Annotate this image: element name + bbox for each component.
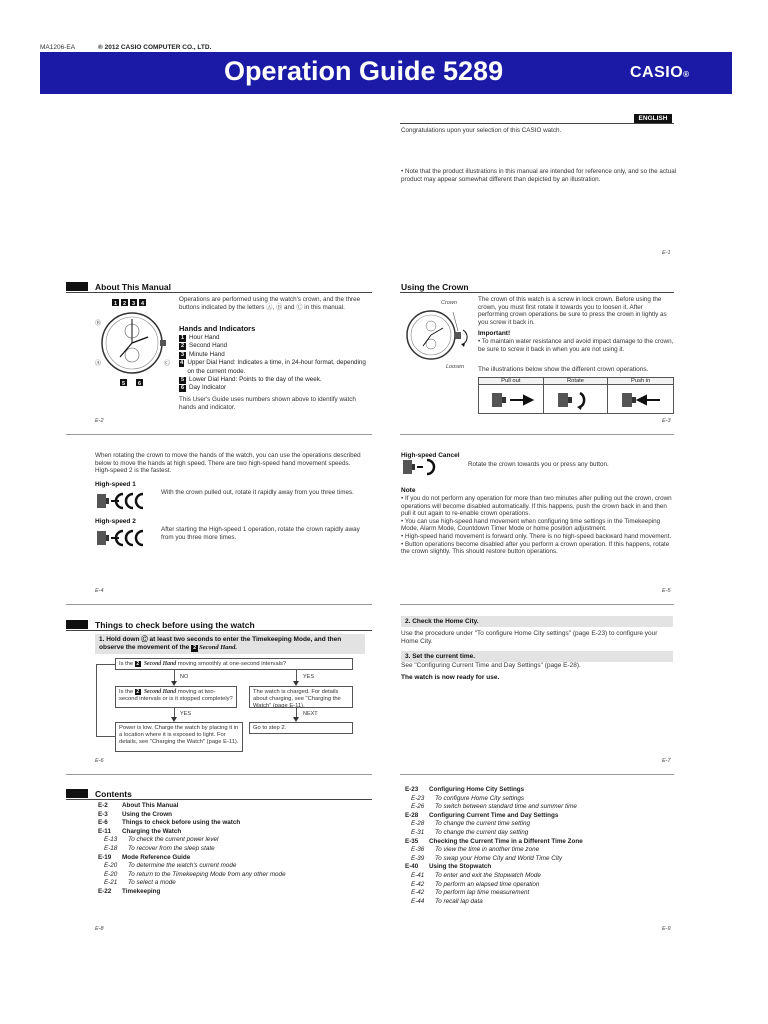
about-footer: This User's Guide uses numbers shown above to identify watch hands and indicator. <box>179 396 356 411</box>
about-title: About This Manual <box>95 282 172 292</box>
pull-out-icon <box>486 389 536 411</box>
svg-text:Ⓐ: Ⓐ <box>95 361 102 367</box>
page-number-e2: E-2 <box>95 418 104 424</box>
contents-item[interactable]: E-11 Charging the Watch <box>98 827 182 835</box>
hand-item: 2 Second Hand <box>180 342 228 350</box>
hands-list <box>179 334 369 393</box>
flow-line <box>96 664 115 665</box>
page-number-e3: E-3 <box>662 418 671 424</box>
question-box-1: Is the 2 Second Hand moving smoothly at one-second intervals? <box>115 658 353 670</box>
svg-text:6: 6 <box>138 381 142 387</box>
svg-text:4: 4 <box>141 301 145 307</box>
highspeed2-icon <box>95 527 153 549</box>
contents-item[interactable]: E-23 Configuring Home City Settings <box>405 786 525 793</box>
casio-logo: CASIO® <box>630 64 690 81</box>
crown-title: Using the Crown <box>401 282 469 292</box>
illustration-caption: The illustrations below show the different crown operations. <box>478 366 649 373</box>
things-title: Things to check before using the watch <box>95 620 255 630</box>
question-box-2: Is the 2 Second Hand moving at two-second intervals or is it stopped completely? <box>115 686 237 708</box>
page-number-e7: E-7 <box>662 758 671 764</box>
page-title: Operation Guide 5289 <box>224 56 504 86</box>
step2-text: Use the procedure under "To configure Home City settings" (page E-23) to configure your Home City. <box>401 630 658 645</box>
next-label: NEXT <box>303 711 318 717</box>
page-number-e8: E-8 <box>95 926 104 932</box>
svg-text:2: 2 <box>123 301 127 307</box>
contents-subitem[interactable]: E-36 To view the time in another time zone <box>411 846 540 854</box>
note-title: Note <box>401 487 416 494</box>
contents-subitem[interactable]: E-20 To determine the watch's current mode <box>104 862 237 870</box>
goto-box: Go to step 2. <box>249 722 353 734</box>
yes-label: YES <box>303 674 315 680</box>
manual-code: MA1206-EA <box>40 44 76 51</box>
hand-item: 5 Lower Dial Hand: Points to the day of the week. <box>180 376 322 384</box>
note-list <box>401 495 675 556</box>
contents-item[interactable]: E-28 Configuring Current Time and Day Settings <box>405 811 559 819</box>
step3-text: See "Configuring Current Time and Day Settings" (page E-28). <box>401 662 581 669</box>
contents-subitem[interactable]: E-23 To configure Home City settings <box>411 794 525 802</box>
important-title: Important! <box>478 330 511 337</box>
contents-item[interactable]: E-22 Timekeeping <box>98 887 161 895</box>
hs1-title: High-speed 1 <box>95 481 136 488</box>
crown-ops-table <box>478 377 674 414</box>
hs2-text: After starting the High-speed 1 operation, rotate the crown rapidly away from you three more times. <box>161 526 360 541</box>
hands-title: Hands and Indicators <box>179 324 256 333</box>
flow-line <box>96 736 115 737</box>
page-divider <box>400 774 674 775</box>
contents-subitem[interactable]: E-13 To check the current power level <box>104 836 219 844</box>
language-badge: ENGLISH <box>634 114 672 123</box>
rotate-icon <box>550 389 600 411</box>
highspeed1-icon <box>95 490 153 512</box>
section-bar <box>66 620 88 629</box>
contents-left-list <box>98 802 370 897</box>
title-banner <box>40 52 732 94</box>
hand-item: 1 Hour Hand <box>180 334 220 341</box>
yes2-label: YES <box>180 711 192 717</box>
step3-header: 3. Set the current time. <box>401 651 673 662</box>
ready-text: The watch is now ready for use. <box>401 674 500 681</box>
contents-subitem[interactable]: E-28 To change the current time setting <box>411 820 530 828</box>
svg-text:Ⓑ: Ⓑ <box>95 321 102 327</box>
page-number-e5: E-5 <box>662 588 671 594</box>
page-number-e9: E-9 <box>662 926 671 932</box>
contents-subitem[interactable]: E-41 To enter and exit the Stopwatch Mode <box>411 871 541 879</box>
things-rule <box>66 630 372 631</box>
charged-box: The watch is charged. For details about charging, see "Charging the Watch" (page E-11). <box>249 686 353 708</box>
cancel-rotate-icon <box>401 458 441 476</box>
svg-text:1: 1 <box>114 301 118 307</box>
page-divider <box>66 604 372 605</box>
illustration-note: • Note that the product illustrations in this manual are intended for reference only, and so the actual product may appear somewhat different than depicted by an illustration. <box>401 168 677 183</box>
note-item: • You can use high-speed hand movement when configuring time settings in the Timekeeping Mode, Alarm Mode, Countdown Timer Mode or home position adjustment. <box>401 517 661 533</box>
page-number-e1: E-1 <box>662 250 671 256</box>
svg-text:3: 3 <box>132 301 136 307</box>
crown-op-rotate: Rotate <box>544 378 609 413</box>
page-divider <box>400 604 674 605</box>
language-rule <box>400 123 674 124</box>
about-intro: Operations are performed using the watch's crown, and the three buttons indicated by the letters Ⓐ, Ⓑ and Ⓒ in this manual. <box>179 296 361 311</box>
contents-item[interactable]: E-19 Mode Reference Guide <box>98 853 191 861</box>
watch-face-diagram <box>92 297 172 389</box>
loosen-label: Loosen <box>446 364 465 370</box>
contents-subitem[interactable]: E-44 To recall lap data <box>411 897 483 905</box>
page-divider <box>66 434 372 435</box>
page-divider <box>66 774 372 775</box>
step2-header: 2. Check the Home City. <box>401 616 673 627</box>
contents-rule <box>66 799 372 800</box>
contents-item[interactable]: E-35 Checking the Current Time in a Different Time Zone <box>405 837 583 845</box>
hand-item: 6 Day Indicator <box>180 384 227 392</box>
contents-subitem[interactable]: E-42 To perform an elapsed time operation <box>411 880 540 888</box>
step1-header: 1. Hold down Ⓒ at least two seconds to enter the Timekeeping Mode, and then observe the movement of the 2 Second Hand. <box>95 634 365 654</box>
note-item: • Button operations become disabled after you perform a crown operation. If this happens, rotate the crown slightly. This should restore button operations. <box>401 540 670 556</box>
highspeed-intro: When rotating the crown to move the hands of the watch, you can use the operations described below to move the hands at high speed. There are two high-speed hand movement speeds. High-speed 2 is the fastest. <box>95 452 361 475</box>
hscancel-title: High-speed Cancel <box>401 452 460 459</box>
contents-subitem[interactable]: E-39 To swap your Home City and World Time City <box>411 854 563 862</box>
lowpower-box: Power is low. Charge the watch by placing it in a location where it is exposed to light. For details, see "Charging the Watch" (page E-11). <box>115 722 243 752</box>
contents-subitem[interactable]: E-20 To return to the Timekeeping Mode from any other mode <box>104 870 286 878</box>
crown-label: Crown <box>441 300 457 306</box>
contents-subitem[interactable]: E-31 To change the current day setting <box>411 828 529 836</box>
contents-item[interactable]: E-2 About This Manual <box>98 802 179 809</box>
page-divider <box>400 434 674 435</box>
contents-item[interactable]: E-40 Using the Stopwatch <box>405 863 492 871</box>
congrats-text: Congratulations upon your selection of this CASIO watch. <box>401 127 562 134</box>
crown-text: The crown of this watch is a screw in lock crown. Before using the crown, you must first rotate it towards you to loosen it. After performing crown operations be sure to press the crown in lightly as you screw it back in. <box>478 296 667 326</box>
crown-rule <box>400 292 674 293</box>
section-bar <box>66 789 88 798</box>
push-in-icon <box>616 389 666 411</box>
copyright: ® 2012 CASIO COMPUTER CO., LTD. <box>98 44 212 51</box>
contents-title: Contents <box>95 789 132 799</box>
contents-subitem[interactable]: E-21 To select a mode <box>104 879 176 887</box>
contents-right-list <box>405 786 675 906</box>
hs1-text: With the crown pulled out, rotate it rapidly away from you three times. <box>161 489 354 496</box>
page-number-e4: E-4 <box>95 588 104 594</box>
important-text: • To maintain water resistance and avoid impact damage to the crown, be sure to screw it back in when you are not using it. <box>478 338 674 353</box>
contents-item[interactable]: E-6 Things to check before using the watch <box>98 819 241 827</box>
contents-subitem[interactable]: E-26 To switch between standard time and summer time <box>411 803 577 811</box>
hand-item: 4 Upper Dial Hand: Indicates a time, in 24-hour format, depending on the current mode. <box>180 359 366 375</box>
flow-line <box>96 664 97 737</box>
crown-op-pull: Pull out <box>479 378 544 413</box>
no-label: NO <box>180 674 189 680</box>
crown-watch-diagram <box>403 306 471 364</box>
svg-text:Ⓒ: Ⓒ <box>164 361 171 367</box>
contents-subitem[interactable]: E-42 To perform lap time measurement <box>411 889 530 897</box>
section-bar <box>66 282 88 291</box>
svg-text:5: 5 <box>122 381 126 387</box>
hscancel-text: Rotate the crown towards you or press any button. <box>468 461 609 468</box>
crown-op-push: Push in <box>608 378 673 413</box>
note-item: • High-speed hand movement is forward only. There is no high-speed backward hand movement. <box>401 532 672 540</box>
contents-subitem[interactable]: E-18 To recover from the sleep state <box>104 844 215 852</box>
page-number-e6: E-6 <box>95 758 104 764</box>
note-item: • If you do not perform any operation for more than two minutes after pulling out the crown, crown operations will become disabled automatically. If this happens, push the crown back in and then pull it out again to re-enable crown operations. <box>401 495 672 518</box>
hs2-title: High-speed 2 <box>95 518 136 525</box>
contents-item[interactable]: E-3 Using the Crown <box>98 810 173 818</box>
about-rule <box>66 292 372 293</box>
hand-item: 3 Minute Hand <box>180 350 225 358</box>
